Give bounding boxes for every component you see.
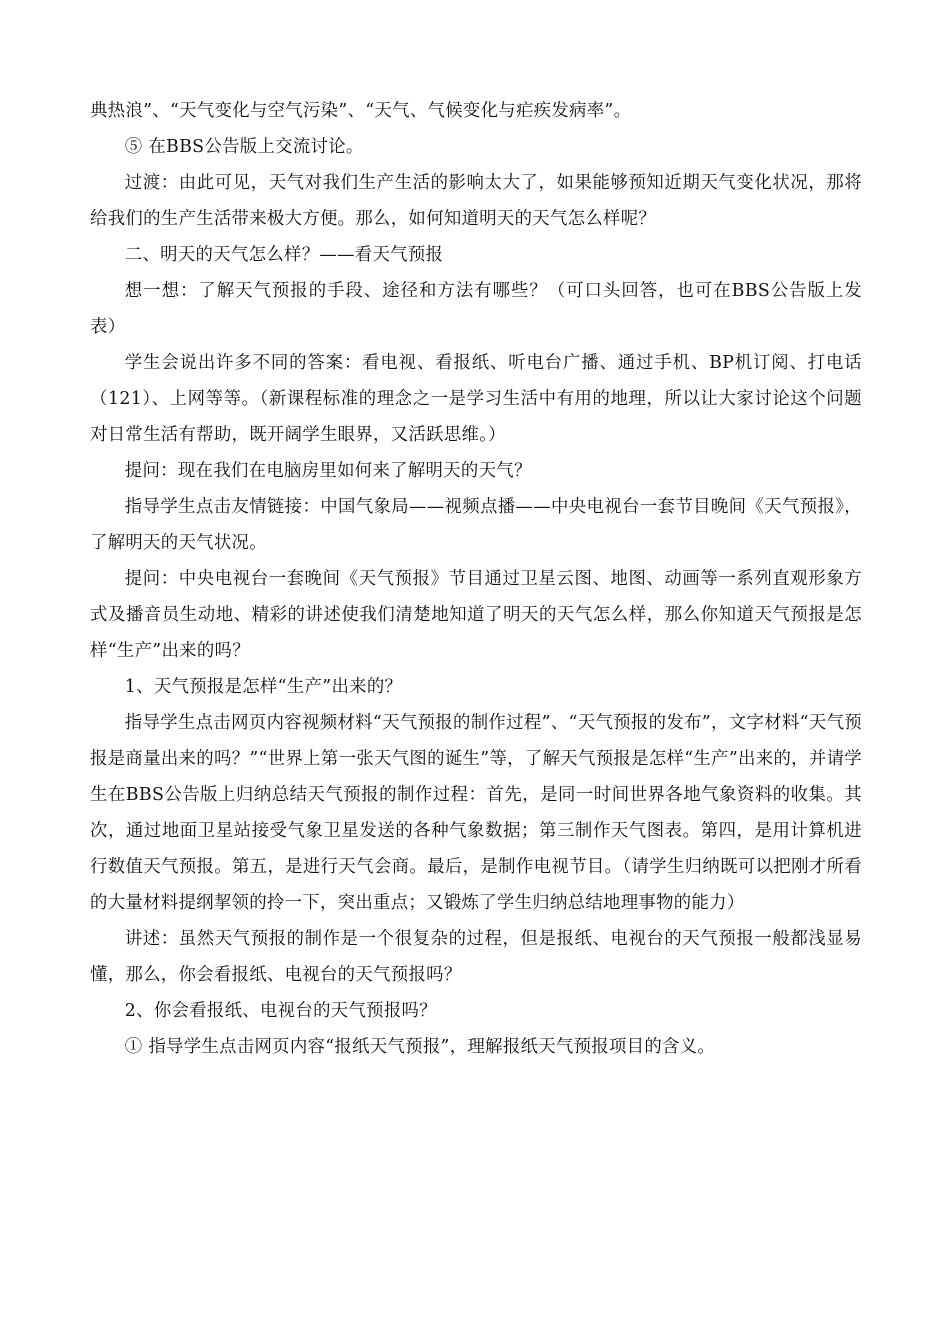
paragraph-7: 提问：现在我们在电脑房里如何来了解明天的天气？ [124,461,532,481]
paragraph-1: 典热浪”、“天气变化与空气污染”、“天气、气候变化与疟疾发病率”。 [90,101,632,121]
paragraph-2: ⑤ 在BBS公告版上交流讨论。 [124,137,364,157]
subheading-1: 1、天气预报是怎样“生产”出来的？ [124,677,403,697]
paragraph-3: 过渡：由此可见，天气对我们生产生活的影响太大了，如果能够预知近期天气变化状况，那将给我们的生产生活带来极大方便。那么，如何知道明天的天气怎么样呢？ [90,173,862,229]
document-page [90,93,862,1065]
paragraph-9: 提问：中央电视台一套晚间《天气预报》节目通过卫星云图、地图、动画等一系列直观形象方式及播音员生动地、精彩的讲述使我们清楚地知道了明天的天气怎么样，那么你知道天气预报是怎样“生产”出来的吗？ [90,569,862,661]
subheading-2: 2、你会看报纸、电视台的天气预报吗？ [124,1001,437,1021]
paragraph-12: 讲述：虽然天气预报的制作是一个很复杂的过程，但是报纸、电视台的天气预报一般都浅显易懂，那么，你会看报纸、电视台的天气预报吗？ [90,929,862,985]
paragraph-5: 想一想：了解天气预报的手段、途径和方法有哪些？（可口头回答，也可在BBS公告版上发表） [90,281,862,337]
paragraph-8: 指导学生点击友情链接：中国气象局——视频点播——中央电视台一套节目晚间《天气预报》，了解明天的天气状况。 [90,497,862,553]
section-heading-2: 二、明天的天气怎么样？——看天气预报 [124,245,444,265]
paragraph-14: ① 指导学生点击网页内容“报纸天气预报”，理解报纸天气预报项目的含义。 [124,1037,716,1057]
paragraph-6: 学生会说出许多不同的答案：看电视、看报纸、听电台广播、通过手机、BP机订阅、打电话（121）、上网等等。（新课程标准的理念之一是学习生活中有用的地理，所以让大家讨论这个问题对日常生活有帮助，既开阔学生眼界，又活跃思维。） [90,353,862,445]
paragraph-11: 指导学生点击网页内容视频材料“天气预报的制作过程”、“天气预报的发布”，文字材料“天气预报是商量出来的吗？”“世界上第一张天气图的诞生”等，了解天气预报是怎样“生产”出来的，并请学生在BBS公告版上归纳总结天气预报的制作过程：首先，是同一时间世界各地气象资料的收集。其次，通过地面卫星站接受气象卫星发送的各种气象数据；第三制作天气图表。第四，是用计算机进行数值天气预报。第五，是进行天气会商。最后，是制作电视节目。（请学生归纳既可以把刚才所看的大量材料提纲挈领的拎一下，突出重点；又锻炼了学生归纳总结地理事物的能力） [90,713,862,913]
